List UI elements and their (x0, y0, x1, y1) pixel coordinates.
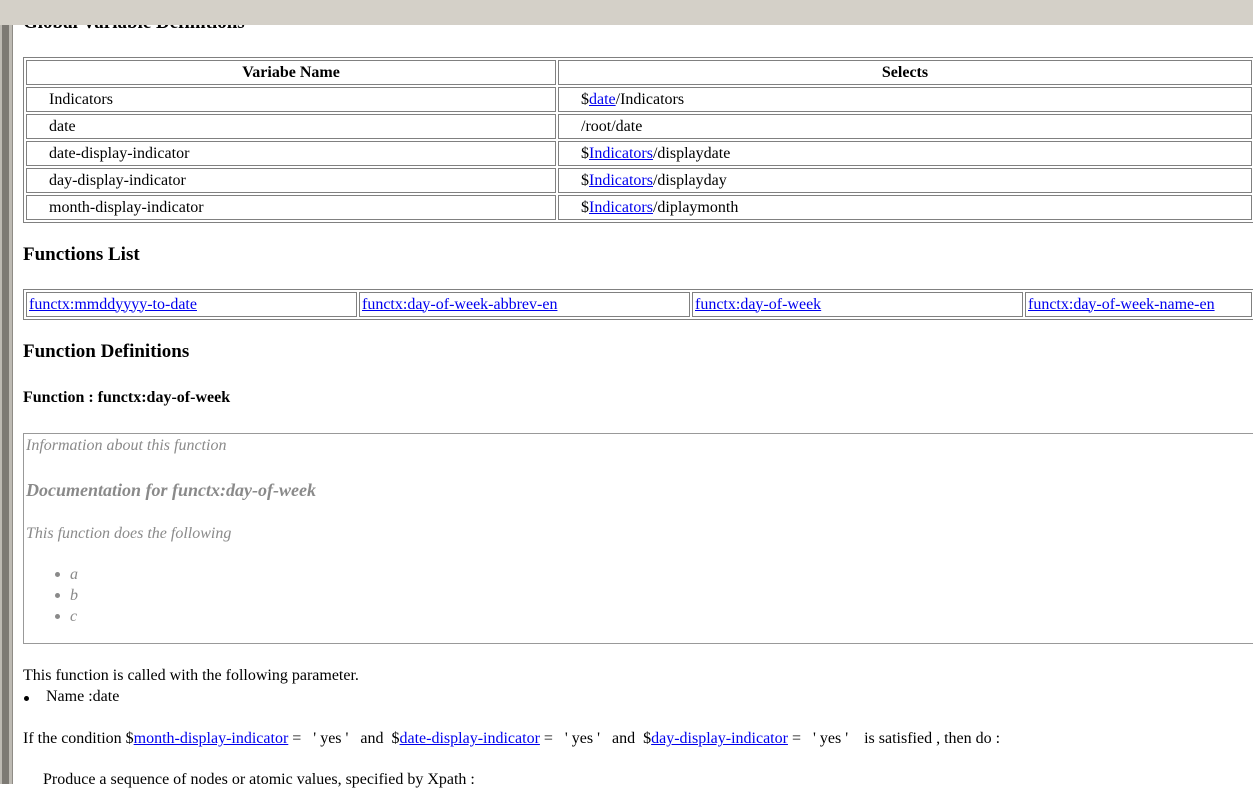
window-top-bar (0, 0, 1253, 25)
variable-select: $Indicators/displayday (558, 168, 1252, 193)
table-row (26, 114, 1252, 139)
variable-name: month-display-indicator (26, 195, 556, 220)
function-link[interactable]: functx:day-of-week-name-en (1028, 295, 1215, 313)
variables-table (23, 57, 1253, 223)
function-cell (1025, 292, 1252, 317)
date-display-indicator-link[interactable]: date-display-indicator (399, 730, 540, 747)
variable-link[interactable]: Indicators (589, 171, 653, 189)
param-item: Name :date (23, 688, 119, 706)
table-row (26, 168, 1252, 193)
variable-link[interactable]: Indicators (589, 144, 653, 162)
functions-row (26, 292, 1252, 317)
params-intro: This function is called with the following parameter. (23, 667, 359, 684)
table-row (26, 195, 1252, 220)
function-link[interactable]: functx:day-of-week (695, 295, 822, 313)
info-text: Information about this function (26, 437, 227, 454)
function-cell (692, 292, 1023, 317)
list-item: b (52, 585, 78, 606)
variable-select: /root/date (558, 114, 1252, 139)
list-item: c (52, 606, 78, 627)
doc-list (52, 564, 78, 627)
variable-link[interactable]: Indicators (589, 198, 653, 216)
scrollbar-thumb[interactable] (2, 25, 9, 784)
functions-list-table (23, 289, 1253, 320)
variable-select: $Indicators/diplaymonth (558, 195, 1252, 220)
variable-select: $Indicators/displaydate (558, 141, 1252, 166)
month-display-indicator-link[interactable]: month-display-indicator (133, 730, 289, 747)
function-link[interactable]: functx:mmddyyyy-to-date (29, 295, 197, 313)
functions-list-heading: Functions List (23, 244, 140, 265)
header-variable-name: Variabe Name (26, 60, 556, 85)
table-row (26, 141, 1252, 166)
header-selects: Selects (558, 60, 1252, 85)
list-item: a (52, 564, 78, 585)
description-text: This function does the following (26, 525, 232, 542)
variable-link[interactable]: date (589, 90, 616, 108)
function-link[interactable]: functx:day-of-week-abbrev-en (362, 295, 558, 313)
variable-name: day-display-indicator (26, 168, 556, 193)
table-header-row (26, 60, 1252, 85)
function-cell (26, 292, 357, 317)
documentation-heading: Documentation for functx:day-of-week (26, 480, 316, 500)
variable-select: $date/Indicators (558, 87, 1252, 112)
variable-name: date-display-indicator (26, 141, 556, 166)
function-cell (359, 292, 690, 317)
produce-text: Produce a sequence of nodes or atomic values, specified by Xpath : (43, 771, 475, 788)
function-definitions-heading: Function Definitions (23, 341, 190, 362)
day-display-indicator-link[interactable]: day-display-indicator (651, 730, 788, 747)
table-row (26, 87, 1252, 112)
documentation-box (23, 433, 1253, 644)
variable-name: date (26, 114, 556, 139)
variable-name: Indicators (26, 87, 556, 112)
condition-line: If the condition $month-display-indicator = ' yes ' and $date-display-indicator = ' yes ' and $day-display-indicator = ' yes ' is satisfied , then do : (23, 730, 1001, 747)
function-heading: Function : functx:day-of-week (23, 389, 231, 406)
left-scrollbar[interactable] (0, 25, 13, 784)
